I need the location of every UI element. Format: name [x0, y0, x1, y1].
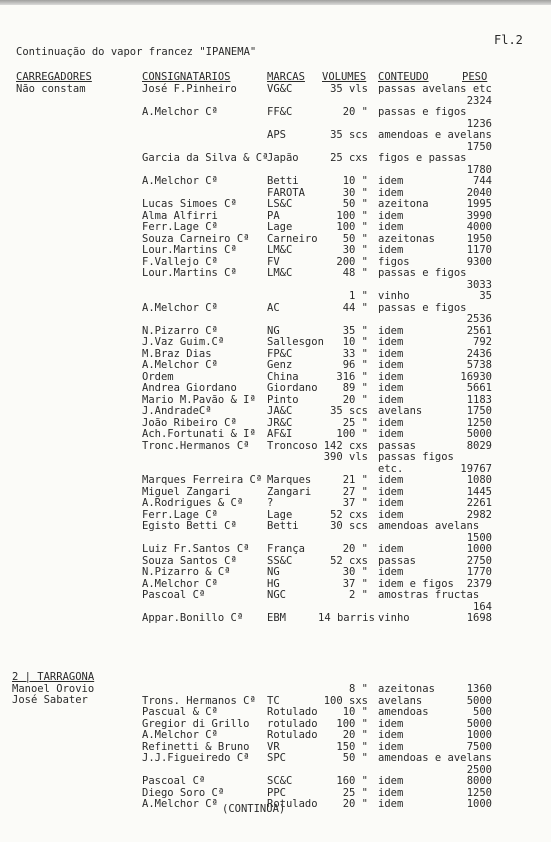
mark-cell: Carneiro: [267, 232, 318, 245]
volumes-cell: 142 cxs: [323, 439, 368, 452]
mark-cell: PA: [267, 209, 280, 222]
consignee-cell: João Ribeiro Cª: [142, 416, 237, 429]
weight-cell: 1770: [466, 566, 492, 578]
mark-cell: NG: [267, 566, 280, 578]
weight-cell: 1080: [466, 474, 492, 486]
mark-cell: APS: [267, 129, 286, 141]
volumes-cell: 100 ": [336, 221, 368, 233]
weight-cell: 500: [473, 706, 492, 718]
consignee-cell: A.Melchor Cª: [142, 301, 218, 314]
volumes-cell: 96 ": [342, 359, 368, 371]
col-header-conteudo: CONTEUDO: [378, 71, 429, 83]
mark-cell: Japão: [267, 152, 299, 164]
consignee-cell: A.Melchor Cª: [142, 798, 218, 810]
content-cell: idem: [378, 209, 404, 222]
content-cell: passas: [378, 439, 416, 452]
weight-cell: 8000: [466, 775, 492, 787]
mark-cell: FAROTA: [267, 186, 305, 199]
weight-cell: 1250: [466, 416, 492, 429]
mark-cell: PPC: [267, 786, 286, 799]
weight-cell: 1000: [466, 729, 492, 741]
mark-cell: Rotulado: [267, 798, 318, 810]
volumes-cell: 21 ": [342, 474, 368, 486]
content-cell: idem: [378, 740, 404, 753]
content-cell: idem: [378, 324, 404, 337]
mark-cell: LM&C: [267, 244, 293, 256]
content-cell: etc.: [378, 462, 404, 475]
consignee-cell: A.Melchor Cª: [142, 106, 218, 118]
consignee-cell: A.Melchor Cª: [142, 729, 218, 741]
weight-cell: 5000: [466, 428, 492, 440]
consignee-cell: J.Vaz Guim.Cª: [142, 336, 225, 348]
weight-cell: 8029: [466, 439, 492, 452]
weight-cell: 5000: [466, 694, 492, 707]
mark-cell: Lage: [267, 221, 293, 233]
mark-cell: França: [267, 543, 305, 555]
consignee-cell: Lour.Martins Cª: [142, 267, 237, 279]
volumes-cell: 100 ": [336, 209, 368, 222]
mark-cell: EBM: [267, 612, 286, 624]
consignee-cell: Marques Ferreira Cª: [142, 474, 263, 486]
weight-cell: 1360: [466, 683, 492, 695]
content-cell: idem: [378, 428, 404, 440]
volumes-cell: 160 ": [336, 775, 368, 787]
consignee-cell: Egisto Betti Cª: [142, 520, 237, 532]
mark-cell: LS&C: [267, 198, 293, 210]
mark-cell: SS&C: [267, 554, 293, 567]
weight-cell: 164: [473, 600, 492, 613]
mark-cell: NG: [267, 324, 280, 337]
content-cell: idem: [378, 474, 404, 486]
consignee-cell: A.Melchor Cª: [142, 577, 218, 590]
content-cell: idem: [378, 543, 404, 555]
content-cell: idem: [378, 175, 404, 187]
consignee-cell: Pascoal Cª: [142, 775, 206, 787]
weight-cell: 3990: [466, 209, 492, 222]
content-cell: amendoas avelans: [378, 520, 480, 532]
weight-cell: 1995: [466, 198, 492, 210]
volumes-cell: 35 vls: [330, 83, 368, 95]
volumes-cell: 25 ": [342, 416, 368, 429]
content-cell: vinho: [378, 612, 410, 624]
weight-cell: 1000: [466, 543, 492, 555]
volumes-cell: 35 scs: [330, 129, 368, 141]
mark-cell: VG&C: [267, 83, 293, 95]
content-cell: azeitonas: [378, 683, 435, 695]
weight-cell: 2436: [466, 347, 492, 360]
mark-cell: Betti: [267, 175, 299, 187]
mark-cell: Troncoso: [267, 439, 318, 452]
volumes-cell: 200 ": [336, 255, 368, 268]
weight-cell: 2561: [466, 324, 492, 337]
volumes-cell: 30 ": [342, 244, 368, 256]
consignee-cell: A.Melchor Cª: [142, 359, 218, 371]
shipper-name: José Sabater: [12, 694, 88, 706]
page-title: Continuação do vapor francez "IPANEMA": [16, 46, 257, 58]
mark-cell: Sallesgon: [267, 336, 324, 348]
weight-cell: 5738: [466, 359, 492, 371]
consignee-cell: Ferr.Lage Cª: [142, 221, 218, 233]
content-cell: idem: [378, 717, 404, 730]
weight-cell: 7500: [466, 740, 492, 753]
content-cell: amendoas e avelans: [378, 129, 492, 141]
weight-cell: 1780: [466, 163, 492, 176]
col-header-peso: PESO: [462, 71, 488, 83]
weight-cell: 2261: [466, 497, 492, 509]
volumes-cell: 2 ": [349, 589, 368, 601]
weight-cell: 1170: [466, 244, 492, 256]
volumes-cell: 10 ": [342, 175, 368, 187]
consignee-cell: Appar.Bonillo Cª: [142, 612, 244, 624]
consignee-cell: N.Pizarro Cª: [142, 324, 218, 337]
content-cell: amendoas e avelans: [378, 752, 492, 764]
consignee-cell: J.AndradeCª: [142, 405, 212, 417]
col-header-carregadores: CARREGADORES: [16, 71, 92, 83]
mark-cell: rotulado: [267, 717, 318, 730]
consignee-cell: A.Melchor Cª: [142, 175, 218, 187]
scan-top-edge: [0, 0, 551, 5]
volumes-cell: 27 ": [342, 485, 368, 498]
weight-cell: 1445: [466, 485, 492, 498]
content-cell: vinho: [378, 290, 410, 302]
content-cell: idem: [378, 786, 404, 799]
consignee-cell: Garcia da Silva & Cª: [142, 152, 269, 164]
content-cell: passas figos: [378, 451, 454, 463]
consignee-cell: José F.Pinheiro: [142, 83, 237, 95]
volumes-cell: 37 ": [342, 577, 368, 590]
volumes-cell: 14 barris: [318, 612, 375, 624]
volumes-cell: 33 ": [342, 347, 368, 360]
mark-cell: SC&C: [267, 775, 293, 787]
volumes-cell: 35 scs: [330, 405, 368, 417]
consignee-cell: M.Braz Dias: [142, 347, 212, 360]
weight-cell: 3033: [466, 278, 492, 291]
mark-cell: TC: [267, 694, 280, 707]
volumes-cell: 100 ": [336, 717, 368, 730]
content-cell: idem: [378, 393, 404, 406]
weight-cell: 35: [479, 290, 492, 302]
content-cell: idem: [378, 508, 404, 521]
content-cell: idem: [378, 485, 404, 498]
content-cell: amendoas: [378, 706, 429, 718]
consignee-cell: Mario M.Pavão & Iª: [142, 393, 256, 406]
content-cell: passas e figos: [378, 267, 467, 279]
volumes-cell: 20 ": [342, 729, 368, 741]
mark-cell: Lage: [267, 508, 293, 521]
content-cell: figos e passas: [378, 152, 467, 164]
weight-cell: 1500: [466, 531, 492, 544]
weight-cell: 2324: [466, 94, 492, 107]
volumes-cell: 20 ": [342, 798, 368, 810]
weight-cell: 1750: [466, 140, 492, 153]
volumes-cell: 25 cxs: [330, 152, 368, 164]
mark-cell: Zangari: [267, 485, 312, 498]
consignee-cell: Tronc.Hermanos Cª: [142, 439, 250, 452]
mark-cell: Giordano: [267, 382, 318, 394]
consignee-cell: Pascoal Cª: [142, 589, 206, 601]
volumes-cell: 1 ": [349, 290, 368, 302]
mark-cell: China: [267, 370, 299, 383]
volumes-cell: 20 ": [342, 393, 368, 406]
volumes-cell: 150 ": [336, 740, 368, 753]
weight-cell: 1000: [466, 798, 492, 810]
weight-cell: 2500: [466, 763, 492, 776]
weight-cell: 2536: [466, 313, 492, 325]
volumes-cell: 30 scs: [330, 520, 368, 532]
volumes-cell: 8 ": [349, 683, 368, 695]
consignee-cell: Souza Carneiro Cª: [142, 232, 250, 245]
volumes-cell: 10 ": [342, 706, 368, 718]
mark-cell: FV: [267, 255, 280, 268]
content-cell: avelans: [378, 694, 423, 707]
content-cell: passas avelans etc: [378, 83, 492, 95]
content-cell: passas e figos: [378, 301, 467, 314]
volumes-cell: 100 ": [336, 428, 368, 440]
mark-cell: Marques: [267, 474, 312, 486]
mark-cell: FP&C: [267, 347, 293, 360]
weight-cell: 1250: [466, 786, 492, 799]
content-cell: figos: [378, 255, 410, 268]
content-cell: passas: [378, 554, 416, 567]
content-cell: idem: [378, 347, 404, 360]
volumes-cell: 52 cxs: [330, 508, 368, 521]
volumes-cell: 390 vls: [323, 451, 368, 463]
volumes-cell: 52 cxs: [330, 554, 368, 567]
content-cell: idem: [378, 497, 404, 509]
volumes-cell: 50 ": [342, 232, 368, 245]
consignee-cell: Ordem: [142, 370, 174, 383]
mark-cell: AF&I: [267, 428, 293, 440]
continues-footer: (CONTINUA): [222, 803, 286, 815]
mark-cell: Genz: [267, 359, 293, 371]
mark-cell: AC: [267, 301, 280, 314]
consignee-cell: Alma Alfirri: [142, 209, 218, 222]
content-cell: idem: [378, 186, 404, 199]
volumes-cell: 316 ": [336, 370, 368, 383]
content-cell: passas e figos: [378, 106, 467, 118]
mark-cell: HG: [267, 577, 280, 590]
content-cell: idem: [378, 729, 404, 741]
consignee-cell: Miguel Zangari: [142, 485, 231, 498]
volumes-cell: 50 ": [342, 752, 368, 764]
content-cell: amostras fructas: [378, 589, 480, 601]
volumes-cell: 48 ": [342, 267, 368, 279]
content-cell: idem e figos: [378, 577, 454, 590]
volumes-cell: 10 ": [342, 336, 368, 348]
consignee-cell: Luiz Fr.Santos Cª: [142, 543, 250, 555]
volumes-cell: 50 ": [342, 198, 368, 210]
col-header-marcas: MARCAS: [267, 71, 305, 83]
weight-cell: 16930: [460, 370, 492, 383]
weight-cell: 2379: [466, 577, 492, 590]
mark-cell: Rotulado: [267, 729, 318, 741]
shipper-name: Manoel Orovio: [12, 683, 95, 695]
content-cell: idem: [378, 359, 404, 371]
weight-cell: 744: [473, 175, 492, 187]
content-cell: idem: [378, 370, 404, 383]
content-cell: idem: [378, 798, 404, 810]
consignee-cell: Ach.Fortunati & Iª: [142, 428, 256, 440]
shipper-note: Não constam: [16, 83, 86, 95]
weight-cell: 1750: [466, 405, 492, 417]
content-cell: avelans: [378, 405, 423, 417]
volumes-cell: 20 ": [342, 543, 368, 555]
weight-cell: 2982: [466, 508, 492, 521]
consignee-cell: Andrea Giordano: [142, 382, 237, 394]
content-cell: idem: [378, 221, 404, 233]
weight-cell: 1950: [466, 232, 492, 245]
col-header-volumes: VOLUMES: [322, 71, 367, 83]
weight-cell: 1698: [466, 612, 492, 624]
mark-cell: VR: [267, 740, 280, 753]
consignee-cell: J.J.Figueiredo Cª: [142, 752, 250, 764]
mark-cell: NGC: [267, 589, 286, 601]
mark-cell: SPC: [267, 752, 286, 764]
weight-cell: 5000: [466, 717, 492, 730]
weight-cell: 792: [473, 336, 492, 348]
volumes-cell: 20 ": [342, 106, 368, 118]
content-cell: idem: [378, 336, 404, 348]
weight-cell: 19767: [460, 462, 492, 475]
consignee-cell: Gregior di Grillo: [142, 717, 250, 730]
weight-cell: 2750: [466, 554, 492, 567]
mark-cell: LM&C: [267, 267, 293, 279]
section-port: 2 | TARRAGONA: [12, 671, 95, 683]
col-header-consignatarios: CONSIGNATARIOS: [142, 71, 231, 83]
weight-cell: 1236: [466, 117, 492, 130]
mark-cell: ?: [267, 497, 274, 509]
weight-cell: 9300: [466, 255, 492, 268]
consignee-cell: Pascual & Cª: [142, 706, 218, 718]
weight-cell: 1183: [466, 393, 492, 406]
volumes-cell: 37 ": [342, 497, 368, 509]
volumes-cell: 44 ": [342, 301, 368, 314]
content-cell: idem: [378, 775, 404, 787]
weight-cell: 5661: [466, 382, 492, 394]
mark-cell: JR&C: [267, 416, 293, 429]
mark-cell: FF&C: [267, 106, 293, 118]
content-cell: azeitona: [378, 198, 429, 210]
content-cell: idem: [378, 244, 404, 256]
content-cell: azeitonas: [378, 232, 435, 245]
volumes-cell: 100 sxs: [323, 694, 368, 707]
mark-cell: Rotulado: [267, 706, 318, 718]
consignee-cell: N.Pizarro & Cª: [142, 566, 231, 578]
weight-cell: 2040: [466, 186, 492, 199]
consignee-cell: A.Rodrigues & Cª: [142, 497, 244, 509]
sheet-number: Fl.2: [494, 33, 523, 47]
mark-cell: Betti: [267, 520, 299, 532]
weight-cell: 4000: [466, 221, 492, 233]
mark-cell: Pinto: [267, 393, 299, 406]
volumes-cell: 25 ": [342, 786, 368, 799]
content-cell: idem: [378, 382, 404, 394]
consignee-cell: F.Vallejo Cª: [142, 255, 218, 268]
content-cell: idem: [378, 416, 404, 429]
content-cell: idem: [378, 566, 404, 578]
volumes-cell: 30 ": [342, 566, 368, 578]
mark-cell: JA&C: [267, 405, 293, 417]
consignee-cell: Trons. Hermanos Cª: [142, 694, 256, 707]
consignee-cell: Diego Soro Cª: [142, 786, 225, 799]
consignee-cell: Souza Santos Cª: [142, 554, 237, 567]
volumes-cell: 89 ": [342, 382, 368, 394]
volumes-cell: 30 ": [342, 186, 368, 199]
consignee-cell: Ferr.Lage Cª: [142, 508, 218, 521]
volumes-cell: 35 ": [342, 324, 368, 337]
consignee-cell: Refinetti & Bruno: [142, 740, 250, 753]
consignee-cell: Lucas Simoes Cª: [142, 198, 237, 210]
consignee-cell: Lour.Martins Cª: [142, 244, 237, 256]
